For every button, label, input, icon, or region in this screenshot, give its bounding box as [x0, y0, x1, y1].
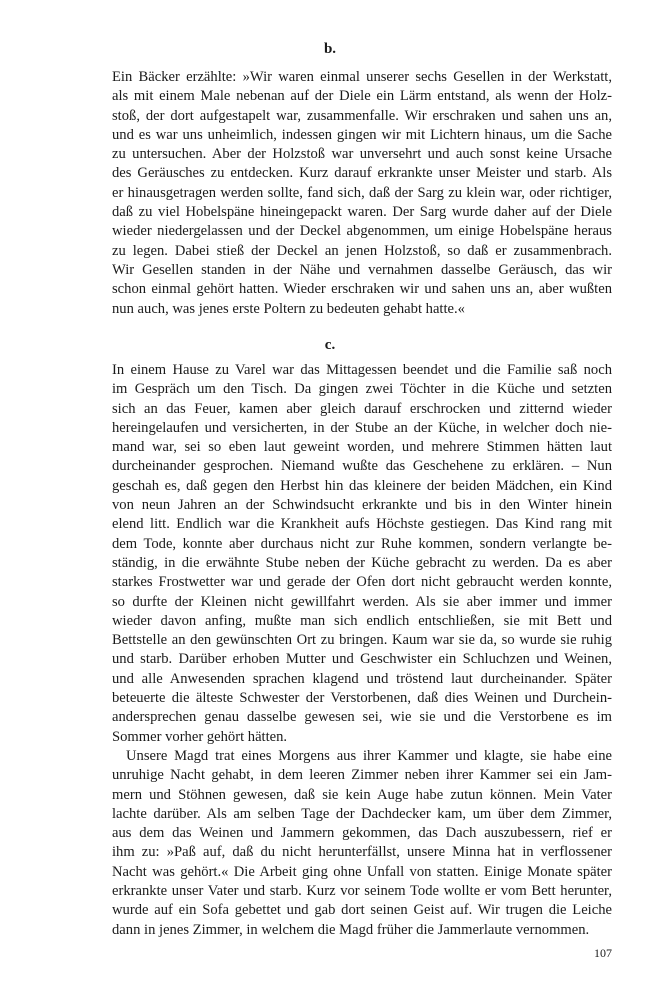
text-line: ihm zu: »Paß auf, daß du nicht herunterfällst, unsere Minna hat in verflossener [112, 844, 612, 861]
text-line: hereingelaufen und versicherten, in der Stube an der Küche, in welcher doch nie- [112, 419, 612, 436]
text-line: von neun Jahren an der Schwindsucht erkrankte und bis in den Winter hinein [112, 497, 612, 514]
text-line: schon einmal gehört hatten. Wieder erschraken wir und sahen uns an, aber wußten [112, 281, 612, 298]
text-line: beteuerte die älteste Schwester der Verstorbenen, daß dies Weinen und Durchein- [112, 690, 612, 707]
text-line: daß zu viel Hobelspäne hineingepackt waren. Der Sarg wurde daher auf der Diele [112, 204, 612, 221]
text-line: und es war uns unheimlich, indessen gingen wir mit Lichtern hinaus, um die Sache [112, 126, 612, 143]
text-line: im Gespräch um den Tisch. Da gingen zwei Töchter in die Küche und setzten [112, 381, 612, 398]
text-line: Wir Gesellen standen in der Nähe und vernahmen dasselbe Geräusch, das wir [112, 261, 612, 278]
text-line: Nacht was gehört.« Die Arbeit ging ohne Unfall von statten. Einige Monate später [112, 863, 612, 880]
text-line: wieder niedergelassen und der Deckel abgenommen, um einige Hobelspäne heraus [112, 223, 612, 240]
text-line: sich an das Feuer, kamen aber gleich darauf erschrocken und zitternd wieder [112, 400, 612, 417]
text-line: wurde auf ein Sofa gebettet und gab dort seinen Geist auf. Wir trugen die Leiche [112, 902, 612, 919]
text-line: geschah es, daß gegen den Herbst hin das kleinere der beiden Mädchen, ein Kind [112, 477, 612, 494]
text-line: als mit einem Male nebenan auf der Diele ein Lärm entstand, als wenn der Holz- [112, 88, 612, 105]
text-line: unruhige Nacht gehabt, in dem leeren Zimmer neben ihrer Kammer sei ein Jam- [112, 767, 612, 784]
text-line: Sommer vorher gehört hätten. [112, 728, 288, 745]
text-line: aus dem das Weinen und Jammern gekommen, das Dach auszubessern, rief er [112, 825, 612, 842]
text-line: starkes Frostwetter war und gerade der Ofen dort nicht gebraucht werden konnte, [112, 574, 612, 591]
text-line: Bettstelle an den gewünschten Ort zu bringen. Kaum war sie da, so wurde sie ruhig [112, 632, 612, 649]
text-line: zu legen. Dabei stieß der Deckel an jenen Holzstoß, so daß er zusammenbrach. [112, 242, 612, 259]
text-line: des Geräusches zu entdecken. Kurz darauf erkrankte unser Meister und starb. Als [112, 165, 612, 182]
section-c-text [112, 361, 612, 940]
section-b-heading: b. [323, 41, 337, 57]
text-line: lachte darüber. Als am selben Tage der Dachdecker kam, um über dem Zimmer, [112, 805, 612, 822]
text-line: elend litt. Endlich war die Krankheit aufs Höchste gestiegen. Das Kind rang mit [112, 516, 612, 533]
text-line: mand war, sei so eben laut geweint worden, und mehrere Stimmen hätten laut [112, 439, 612, 456]
text-line: Ein Bäcker erzählte: »Wir waren einmal unserer sechs Gesellen in der Werkstatt, [112, 69, 612, 85]
text-line: dem Tode, konnte aber durchaus nicht zur Ruhe kommen, sondern verlangte be- [112, 535, 612, 552]
text-line: durcheinander gesprochen. Niemand wußte das Geschehene zu erklären. – Nun [112, 458, 612, 475]
text-line: er hinausgetragen werden sollte, fand sich, daß der Sarg zu klein war, oder richtiger, [112, 184, 612, 201]
text-line: so durfte der Kleinen nicht gewillfahrt werden. Als sie aber immer und immer [112, 593, 612, 610]
page-number: 107 [594, 946, 612, 960]
text-line: wieder davon anfing, mußte man sich endlich entschließen, sie mit Bett und [112, 612, 612, 629]
text-line: ständig, in die erwähnte Stube neben der Küche gebracht zu werden. Da es aber [112, 554, 612, 571]
section-b-text [112, 68, 612, 319]
text-line: und alle Anwesenden sprachen klagend und tröstend laut durcheinander. Später [112, 670, 612, 687]
text-line: nun auch, was jenes erste Poltern zu bedeuten gehabt hatte.« [112, 300, 465, 317]
text-line: stoß, der dort aufgestapelt war, zusammenfalle. Wir erschraken und sahen uns an, [112, 107, 612, 124]
section-c-heading: c. [324, 337, 336, 353]
text-line: In einem Hause zu Varel war das Mittagessen beendet und die Familie saß noch [112, 362, 612, 378]
text-line: erkrankte unser Vater und starb. Kurz vor seinem Tode wollte er vom Bett herunter, [112, 883, 612, 900]
text-line: zu untersuchen. Aber der Holzstoß war unversehrt und auch sonst keine Ursache [112, 146, 612, 163]
text-line: mern und Stöhnen gewesen, daß sie kein Auge habe zutun können. Mein Vater [112, 786, 612, 803]
text-line: Unsere Magd trat eines Morgens aus ihrer Kammer und klagte, sie habe eine [126, 747, 612, 764]
text-line: andersprechen genau dasselbe gewesen sei, wie sie und die Verstorbene es im [112, 709, 612, 726]
text-line: dann in jenes Zimmer, in welchem die Magd früher die Jammerlaute vernommen. [112, 921, 590, 938]
text-line: und starb. Darüber erhoben Mutter und Geschwister ein Schluchzen und Weinen, [112, 651, 612, 668]
